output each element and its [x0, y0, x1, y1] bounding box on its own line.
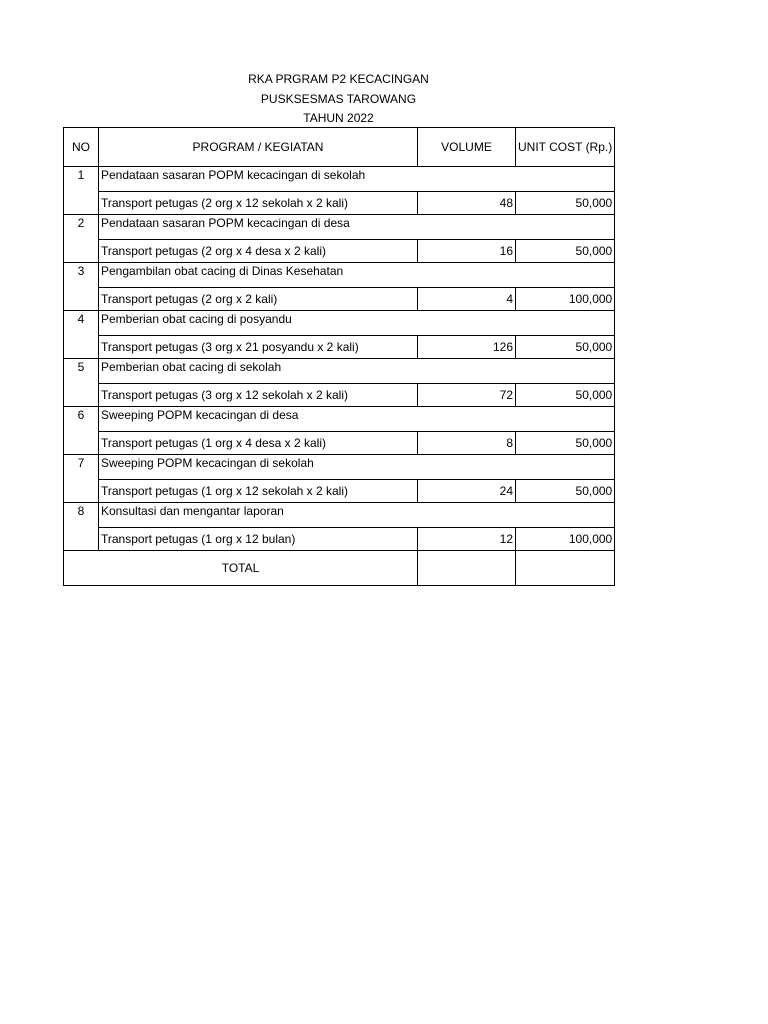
row-number: 3 — [64, 263, 99, 311]
total-label: TOTAL — [64, 551, 418, 586]
table-row-program — [64, 407, 615, 432]
document-title: RKA PRGRAM P2 KECACINGAN — [248, 72, 429, 86]
table-row-program — [64, 263, 615, 288]
total-unit-cost — [516, 551, 615, 586]
row-number: 6 — [64, 407, 99, 455]
row-number: 4 — [64, 311, 99, 359]
document-subtitle: PUSKSESMAS TAROWANG — [260, 91, 417, 106]
item-description: Transport petugas (2 org x 2 kali) — [99, 288, 418, 311]
item-description: Transport petugas (2 org x 12 sekolah x 2 kali) — [99, 192, 418, 215]
item-volume: 8 — [418, 432, 516, 455]
total-volume — [418, 551, 516, 586]
row-number: 2 — [64, 215, 99, 263]
table-row-program — [64, 215, 615, 240]
item-unit-cost: 100,000 — [516, 528, 615, 551]
program-name: Pendataan sasaran POPM kecacingan di desa — [99, 215, 615, 240]
table-row-item — [64, 288, 615, 311]
table-row-program — [64, 503, 615, 528]
row-number: 8 — [64, 503, 99, 551]
table-header-row — [64, 128, 615, 167]
item-description: Transport petugas (1 org x 4 desa x 2 kali) — [99, 432, 418, 455]
document-year: TAHUN 2022 — [303, 111, 374, 125]
item-description: Transport petugas (1 org x 12 sekolah x 2 kali) — [99, 480, 418, 503]
item-volume: 24 — [418, 480, 516, 503]
row-number: 1 — [64, 167, 99, 215]
row-number: 5 — [64, 359, 99, 407]
table-row-item — [64, 384, 615, 407]
item-unit-cost: 50,000 — [516, 432, 615, 455]
item-volume: 16 — [418, 240, 516, 263]
program-name: Pemberian obat cacing di posyandu — [99, 311, 615, 336]
row-number: 7 — [64, 455, 99, 503]
program-name: Pemberian obat cacing di sekolah — [99, 359, 615, 384]
table-row-program — [64, 455, 615, 480]
table-body — [64, 167, 615, 551]
item-unit-cost: 50,000 — [516, 336, 615, 359]
item-description: Transport petugas (3 org x 12 sekolah x 2 kali) — [99, 384, 418, 407]
table-row-item — [64, 480, 615, 503]
item-volume: 72 — [418, 384, 516, 407]
item-description: Transport petugas (2 org x 4 desa x 2 kali) — [99, 240, 418, 263]
item-volume: 4 — [418, 288, 516, 311]
item-volume: 126 — [418, 336, 516, 359]
column-header-unit-cost: UNIT COST (Rp.) — [516, 128, 615, 167]
item-description: Transport petugas (3 org x 21 posyandu x 2 kali) — [99, 336, 418, 359]
table-row-item — [64, 240, 615, 263]
table-row-program — [64, 359, 615, 384]
item-unit-cost: 50,000 — [516, 384, 615, 407]
program-name: Konsultasi dan mengantar laporan — [99, 503, 615, 528]
item-volume: 12 — [418, 528, 516, 551]
program-name: Sweeping POPM kecacingan di desa — [99, 407, 615, 432]
item-unit-cost: 100,000 — [516, 288, 615, 311]
budget-table — [63, 127, 615, 586]
item-description: Transport petugas (1 org x 12 bulan) — [99, 528, 418, 551]
table-row-item — [64, 192, 615, 215]
item-volume: 48 — [418, 192, 516, 215]
total-row — [64, 551, 615, 586]
item-unit-cost: 50,000 — [516, 480, 615, 503]
program-name: Pengambilan obat cacing di Dinas Kesehatan — [99, 263, 615, 288]
column-header-volume: VOLUME — [418, 128, 516, 167]
table-row-program — [64, 167, 615, 192]
column-header-program: PROGRAM / KEGIATAN — [99, 128, 418, 167]
document-header — [63, 70, 614, 129]
column-header-no: NO — [64, 128, 99, 167]
program-name: Pendataan sasaran POPM kecacingan di sekolah — [99, 167, 615, 192]
program-name: Sweeping POPM kecacingan di sekolah — [99, 455, 615, 480]
item-unit-cost: 50,000 — [516, 240, 615, 263]
item-unit-cost: 50,000 — [516, 192, 615, 215]
table-row-item — [64, 528, 615, 551]
table-row-item — [64, 336, 615, 359]
table-row-item — [64, 432, 615, 455]
table-row-program — [64, 311, 615, 336]
